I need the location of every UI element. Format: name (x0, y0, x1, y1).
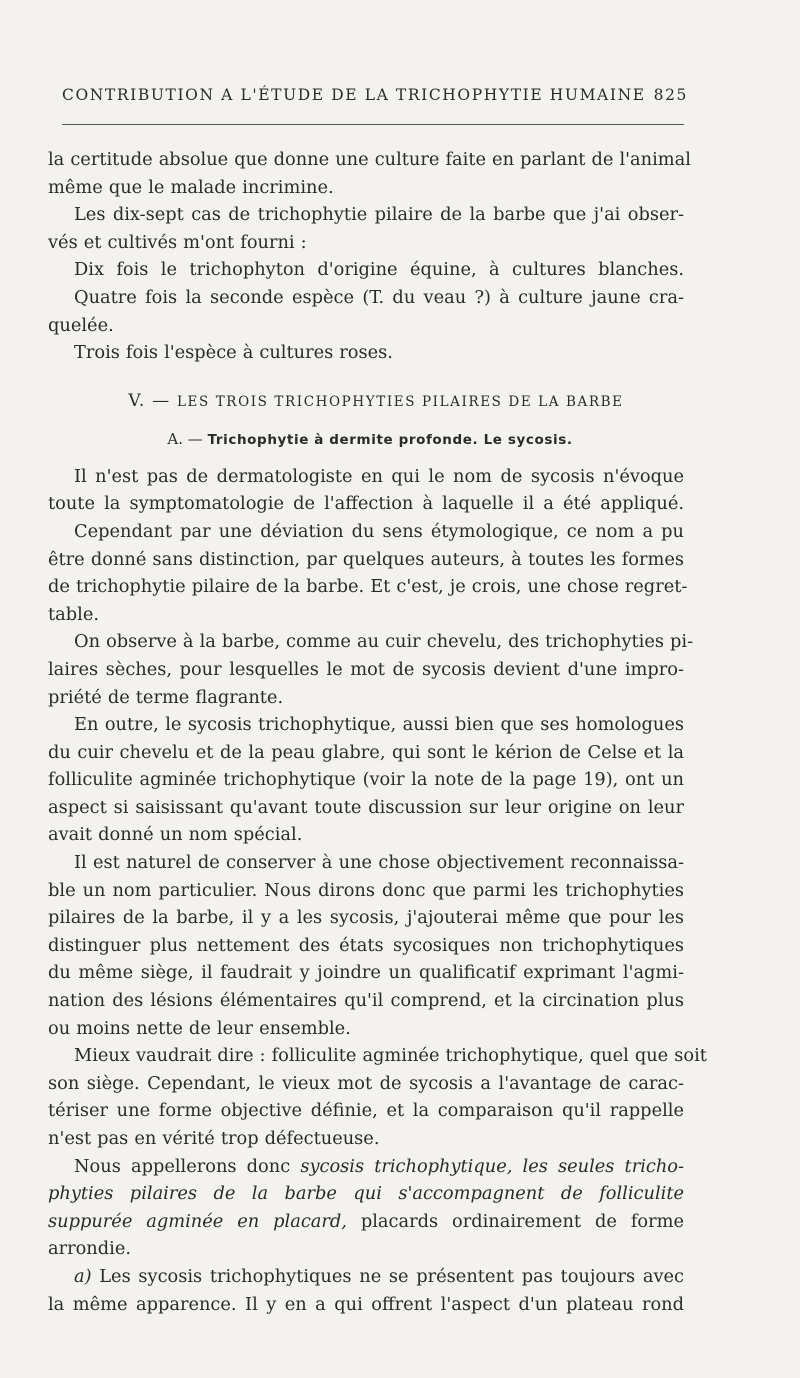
text-line: ble un nom particulier. Nous dirons donc que parmi les trichophyties (48, 879, 684, 901)
section-title: LES TROIS TRICHOPHYTIES PILAIRES DE LA BARBE (176, 393, 624, 410)
italic-run: suppurée agminée en placard, (48, 1210, 347, 1232)
text-line: pilaires de la barbe, il y a les sycosis, j'ajouterai même que pour les (48, 907, 684, 929)
text-line: son siège. Cependant, le vieux mot de sycosis a l'avantage de carac- (48, 1072, 684, 1094)
text-line: Il est naturel de conserver à une chose objectivement reconnaissa- (74, 852, 684, 874)
text-line: avait donné un nom spécial. (48, 824, 303, 846)
text-line: du cuir chevelu et de la peau glabre, qui sont le kérion de Celse et la (48, 741, 684, 763)
text-line: ou moins nette de leur ensemble. (48, 1017, 351, 1039)
text-line (48, 1263, 684, 1291)
text-line: distinguer plus nettement des états sycosiques non trichophytiques (48, 934, 684, 956)
text-run: Nous appellerons donc (74, 1155, 301, 1177)
italic-run: a) (74, 1265, 92, 1287)
subsection-prefix: A. — (167, 429, 203, 448)
text-line: Les dix-sept cas de trichophytie pilaire de la barbe que j'ai obser- (74, 204, 684, 226)
text-line: être donné sans distinction, par quelques auteurs, à toutes les formes (48, 548, 684, 570)
text-line: quelée. (48, 314, 114, 336)
text-line: table. (48, 603, 99, 625)
header-rule (62, 124, 684, 125)
text-line: même que le malade incrimine. (48, 176, 334, 198)
section-number: V. — (128, 390, 171, 411)
text-line: n'est pas en vérité trop défectueuse. (48, 1128, 380, 1149)
text-line (48, 1153, 684, 1181)
text-line: Mieux vaudrait dire : folliculite agminée trichophytique, quel que soit (74, 1045, 707, 1067)
text-line: la certitude absolue que donne une culture faite en parlant de l'animal (48, 149, 691, 170)
text-line: toute la symptomatologie de l'affection à laquelle il a été appliqué. (48, 493, 684, 515)
subsection-title: Trichophytie à dermite profonde. Le sycosis. (207, 431, 573, 448)
text-line (48, 1180, 684, 1208)
text-line (48, 1208, 684, 1236)
page-number: 825 (653, 86, 688, 104)
text-line: En outre, le sycosis trichophytique, aussi bien que ses homologues (74, 714, 684, 736)
subsection-heading (48, 421, 684, 457)
text-line: On observe à la barbe, comme au cuir chevelu, des trichophyties pi- (74, 631, 694, 653)
italic-run: phyties pilaires de la barbe qui s'accompagnent de folliculite (48, 1183, 684, 1205)
text-line: tériser une forme objective définie, et la comparaison qu'il rappelle (48, 1100, 684, 1122)
text-line: la même apparence. Il y en a qui offrent l'aspect d'un plateau rond (48, 1293, 684, 1315)
text-line: du même siège, il faudrait y joindre un qualificatif exprimant l'agmi- (48, 962, 684, 984)
text-line: nation des lésions élémentaires qu'il comprend, et la circination plus (48, 990, 684, 1012)
text-line: laires sèches, pour lesquelles le mot de sycosis devient d'une impro- (48, 658, 684, 680)
text-run: Les sycosis trichophytiques ne se présentent pas toujours avec (91, 1265, 684, 1287)
text-line: priété de terme flagrante. (48, 686, 284, 708)
text-line: Il n'est pas de dermatologiste en qui le nom de sycosis n'évoque (74, 465, 684, 487)
text-line: Dix fois le trichophyton d'origine équine, à cultures blanches. (74, 259, 684, 281)
text-run: placards ordinairement de forme (346, 1210, 684, 1232)
text-line: Cependant par une déviation du sens étymologique, ce nom a pu (74, 520, 684, 542)
text-line: aspect si saisissant qu'avant toute discussion sur leur origine on leur (48, 796, 684, 818)
body-text (48, 146, 707, 1318)
text-line: vés et cultivés m'ont fourni : (48, 231, 307, 253)
italic-run: sycosis trichophytique, les seules tricho- (300, 1155, 684, 1177)
text-line: Trois fois l'espèce à cultures roses. (74, 342, 393, 364)
text-line: de trichophytie pilaire de la barbe. Et c'est, je crois, une chose regret- (48, 576, 688, 598)
text-line: folliculite agminée trichophytique (voir la note de la page 19), ont un (48, 769, 684, 791)
section-heading (48, 381, 684, 421)
running-title: CONTRIBUTION A L'ÉTUDE DE LA TRICHOPHYTIE HUMAINE (62, 86, 646, 104)
running-header (62, 86, 688, 104)
text-line: arrondie. (48, 1238, 132, 1260)
text-line: Quatre fois la seconde espèce (T. du veau ?) à culture jaune cra- (74, 286, 684, 308)
